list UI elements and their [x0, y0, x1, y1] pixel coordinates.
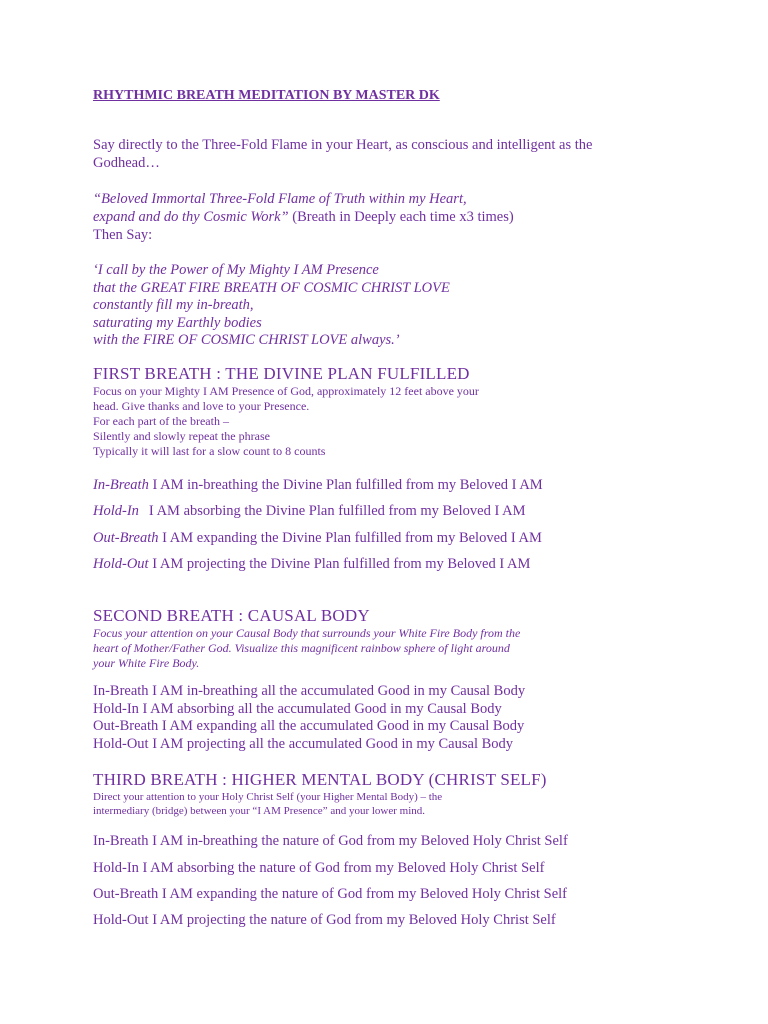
section-description	[93, 790, 733, 818]
description-line: Typically it will last for a slow count to 8 counts	[93, 443, 326, 458]
breath-list	[93, 683, 733, 753]
breath-list	[93, 472, 733, 578]
breath-line	[93, 498, 733, 525]
breath-line: Hold-Out I AM projecting all the accumulated Good in my Causal Body	[93, 735, 514, 752]
description-line: intermediary (bridge) between your “I AM Presence” and your lower mind.	[93, 805, 426, 818]
section-heading: THIRD BREATH : HIGHER MENTAL BODY (CHRIST SELF)	[93, 770, 547, 790]
breath-line	[93, 551, 733, 578]
description-line: heart of Mother/Father God. Visualize this magnificent rainbow sphere of light around	[93, 640, 510, 655]
invocation-italic: expand and do thy Cosmic Work”	[93, 209, 289, 225]
breath-label: Hold-In	[93, 503, 139, 520]
invocation	[93, 190, 733, 226]
decree-line: with the FIRE OF COSMIC CHRIST LOVE always.’	[93, 332, 400, 349]
decree-line: ‘I call by the Power of My Mighty I AM Presence	[93, 262, 379, 278]
breath-line: In-Breath I AM in-breathing all the accumulated Good in my Causal Body	[93, 682, 526, 699]
breath-line: Hold-In I AM absorbing all the accumulated Good in my Causal Body	[93, 700, 502, 717]
description-line: head. Give thanks and love to your Presence.	[93, 398, 310, 413]
decree-line: saturating my Earthly bodies	[93, 314, 262, 331]
breath-line: Out-Breath I AM expanding all the accumulated Good in my Causal Body	[93, 718, 525, 735]
document-title: RHYTHMIC BREATH MEDITATION BY MASTER DK	[93, 88, 440, 103]
description-line: Silently and slowly repeat the phrase	[93, 428, 270, 443]
section-description	[93, 626, 733, 671]
intro-paragraph	[93, 136, 733, 172]
description-line: For each part of the breath –	[93, 413, 229, 428]
breath-line	[93, 472, 733, 499]
breath-line	[93, 525, 733, 552]
document-page	[93, 86, 733, 934]
breath-list	[93, 828, 733, 933]
breath-line: Out-Breath I AM expanding the nature of God from my Beloved Holy Christ Self	[93, 885, 567, 902]
decree-line: that the GREAT FIRE BREATH OF COSMIC CHRIST LOVE	[93, 279, 450, 296]
breath-label: Hold-Out	[93, 556, 149, 573]
breath-line: Hold-Out I AM projecting the nature of God from my Beloved Holy Christ Self	[93, 912, 556, 929]
breath-line: In-Breath I AM in-breathing the nature of God from my Beloved Holy Christ Self	[93, 833, 568, 850]
breath-text: I AM expanding the Divine Plan fulfilled from my Beloved I AM	[158, 529, 542, 546]
description-line: Focus your attention on your Causal Body that surrounds your White Fire Body from the	[93, 625, 521, 640]
breath-text: I AM projecting the Divine Plan fulfilled from my Beloved I AM	[148, 556, 531, 573]
breath-label: Out-Breath	[93, 529, 159, 546]
breath-line: Hold-In I AM absorbing the nature of God from my Beloved Holy Christ Self	[93, 859, 545, 876]
decree-line: constantly fill my in-breath,	[93, 297, 254, 314]
second-breath-section	[93, 606, 733, 753]
third-breath-section	[93, 770, 733, 933]
intro-line: Say directly to the Three-Fold Flame in your Heart, as conscious and intelligent as the	[93, 137, 593, 153]
description-line: your White Fire Body.	[93, 655, 200, 670]
then-say-label: Then Say:	[93, 227, 153, 243]
breath-text: I AM in-breathing the Divine Plan fulfilled from my Beloved I AM	[148, 476, 543, 493]
description-line: Focus on your Mighty I AM Presence of God, approximately 12 feet above your	[93, 383, 479, 398]
intro-line: Godhead…	[93, 155, 160, 171]
invocation-line	[93, 208, 733, 226]
section-description	[93, 384, 733, 459]
breath-label: In-Breath	[93, 476, 149, 493]
description-line: Direct your attention to your Holy Christ Self (your Higher Mental Body) – the	[93, 791, 443, 804]
invocation-note: (Breath in Deeply each time x3 times)	[288, 209, 514, 225]
invocation-line: “Beloved Immortal Three-Fold Flame of Truth within my Heart,	[93, 191, 467, 207]
section-heading: FIRST BREATH : THE DIVINE PLAN FULFILLED	[93, 363, 470, 383]
first-breath-section	[93, 364, 733, 578]
section-heading: SECOND BREATH : CAUSAL BODY	[93, 605, 370, 625]
breath-text: I AM absorbing the Divine Plan fulfilled from my Beloved I AM	[148, 503, 526, 520]
decree	[93, 262, 733, 350]
